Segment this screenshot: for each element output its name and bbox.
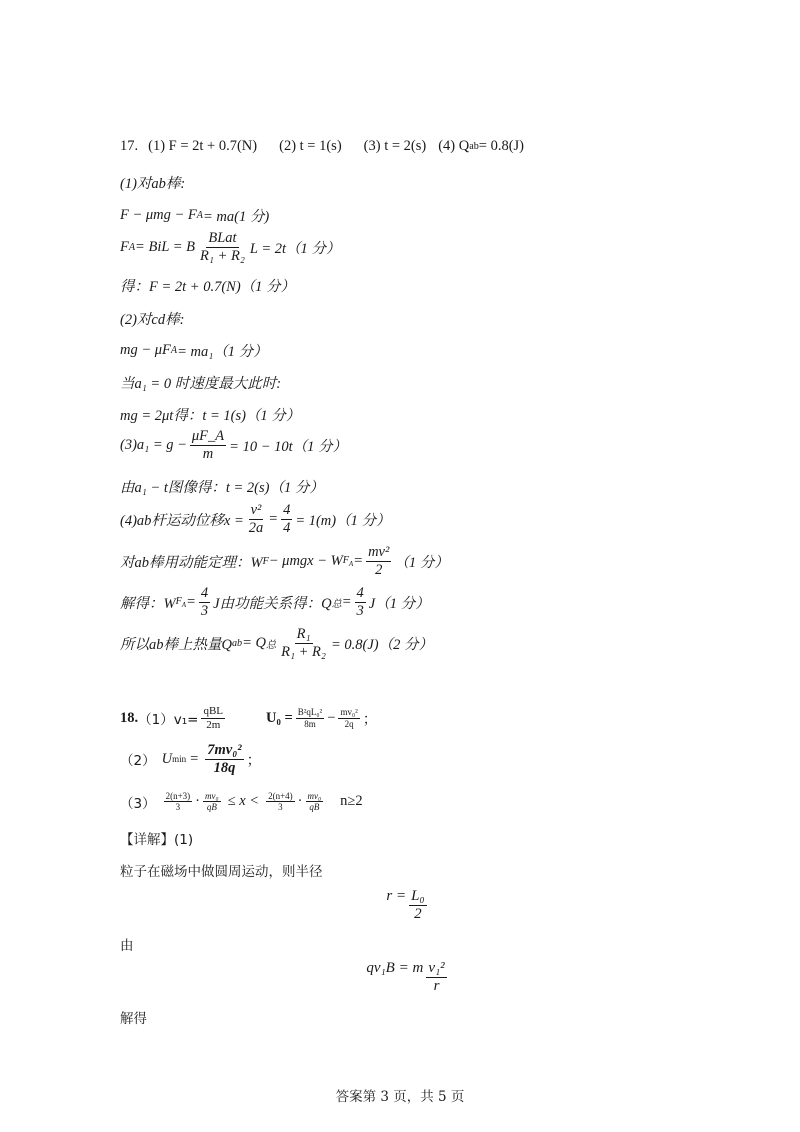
a2-num: 7mv₀² [207, 742, 242, 758]
q17-answer-1: (1) F = 2t + 0.7(N) [148, 138, 258, 154]
equals-sign: = [353, 552, 364, 569]
eq11-num: 4 [200, 585, 209, 601]
you: 由 [120, 938, 134, 954]
eq12-mid: = Q [242, 634, 266, 651]
q17-eq2 [120, 230, 340, 264]
a2-den: 18q [213, 759, 236, 776]
eq3-text: 得：F = 2t + 0.7(N)（1 分） [120, 279, 296, 295]
eq7-start: (3)a₁ = g − [120, 436, 187, 453]
a3-n3: 2(n+4) [268, 791, 293, 801]
q17-answer-2: (2) t = 1(s) [279, 138, 342, 154]
q17-eq8 [120, 476, 324, 497]
eq2-fraction [198, 230, 247, 264]
page-footer: 答案第 3 页，共 5 页 [335, 1089, 465, 1105]
dot-sign-2: · [297, 793, 303, 810]
q17-eq6 [120, 404, 300, 425]
q17-number: 17. [120, 138, 139, 154]
eq5-text: 当a₁ = 0 时速度最大此时: [120, 376, 282, 392]
eq11-fraction-1 [199, 585, 210, 619]
eq9-num1: v² [250, 502, 262, 518]
jiede: 解得 [120, 1011, 147, 1027]
q18-text1 [120, 860, 323, 880]
equals-sign: = [186, 593, 196, 610]
eq12-num: R₁ [296, 626, 311, 642]
a3-d1: 3 [175, 802, 181, 813]
u0-den1: 8m [304, 718, 316, 729]
q17-part1-title [120, 172, 185, 193]
q17-eq12 [120, 626, 433, 660]
eq6-text: mg = 2μt得：t = 1(s)（1 分） [120, 408, 301, 424]
a3-d2: qB [206, 802, 217, 813]
a2-fraction [205, 742, 243, 776]
qab-sub: ab [231, 637, 243, 649]
radius-equation [0, 888, 800, 924]
q17-eq4 [120, 340, 268, 361]
minus-sign: − [327, 709, 336, 726]
eq2-start: F [120, 238, 129, 255]
eq2-den: R₁ + R₂ [200, 247, 245, 264]
eq12-fraction [279, 626, 328, 660]
eq2-end: L = 2t（1 分） [249, 240, 341, 257]
q17-part2-title [120, 308, 184, 329]
r-fraction [409, 888, 427, 924]
eq11-num2: 4 [356, 585, 364, 601]
u0-fraction-1 [296, 707, 325, 729]
a1-num: qBL [203, 705, 223, 717]
q18-number: 18. [120, 709, 139, 726]
eq9-end: = 1(m)（1 分） [295, 512, 391, 529]
q-sub: ab [469, 141, 479, 152]
u0-num2: mv₀² [340, 707, 358, 718]
eq2-sub: A [128, 241, 136, 253]
q18-answer-1 [120, 705, 377, 731]
jiede-text [120, 1007, 147, 1027]
u-label: U [161, 750, 173, 767]
u0-num1: B²qL₀² [297, 707, 323, 718]
eq12-den: R₁ + R₂ [281, 643, 326, 660]
n-condition: n≥2 [340, 793, 363, 810]
q17-answer-3: (3) t = 2(s) [363, 138, 427, 154]
q17-eq5 [120, 372, 281, 393]
eq7-end: = 10 − 10t（1 分） [229, 438, 348, 455]
part2-title-text: (2)对cd棒: [120, 312, 185, 328]
q17-eq3 [120, 275, 295, 296]
a3-fraction-2 [203, 791, 221, 813]
eq1-text: F − μmg − F [120, 207, 197, 223]
a3-label: （3） [120, 795, 156, 812]
eq7-den: m [202, 445, 214, 462]
zong-sub-2: 总 [266, 639, 277, 651]
eq10-den: 2 [375, 561, 383, 578]
eq1-sub: A [196, 210, 203, 221]
eq9-start: (4)ab杆运动位移x = [120, 512, 244, 529]
eq10-fraction [366, 544, 391, 578]
q17-eq7 [120, 428, 347, 462]
eq11-end: J（1 分） [368, 595, 430, 612]
eq9-fraction-2 [281, 502, 292, 536]
a3-n4: mv₀ [307, 791, 322, 801]
eq7-fraction [190, 428, 226, 462]
force-fraction [426, 960, 446, 996]
eq9-fraction-1 [247, 502, 266, 536]
detail-text: 【详解】(1) [120, 832, 194, 848]
eq11-start: 解得：W [120, 595, 176, 612]
q17-eq10 [120, 544, 449, 578]
q17-eq1 [120, 205, 269, 226]
eq8-text: 由a₁ − t图像得：t = 2(s)（1 分） [120, 480, 324, 496]
eq2-num: BLat [208, 230, 237, 246]
eq10-start: 对ab棒用动能定理：W [120, 554, 263, 571]
inequality: ≤ x < [227, 793, 260, 810]
q17-answer-4-value: = 0.8(J) [478, 138, 525, 154]
r-eq: r = [386, 888, 407, 904]
q18-answer-2 [120, 742, 261, 776]
u0-den2: 2q [344, 718, 354, 729]
eq12-end: = 0.8(J)（2 分） [330, 636, 433, 653]
equals-sign: = [268, 510, 279, 527]
eq10-mid: − μmgx − W [268, 552, 343, 569]
equals-sign: = [190, 750, 199, 767]
force-equation [0, 960, 800, 996]
q17-answer-summary [120, 138, 524, 155]
eq1-end: = ma(1 分) [202, 209, 270, 225]
zong-sub: 总 [331, 598, 342, 610]
eq12-start: 所以ab棒上热量Q [120, 636, 232, 653]
a3-n1: 2(n+3) [165, 791, 191, 801]
a3-n2: mv₀ [205, 791, 219, 801]
eq11-mid: J由功能关系得：Q [213, 595, 332, 612]
min-sub: min [172, 754, 187, 765]
text1: 粒子在磁场中做圆周运动，则半径 [120, 864, 323, 880]
a3-fraction-1 [164, 791, 193, 813]
you-text [120, 934, 134, 954]
eq4-start: mg − μF [120, 342, 171, 358]
eq9-den1: 2a [248, 519, 264, 536]
a1-den: 2m [206, 718, 221, 731]
q17-eq9 [120, 502, 390, 536]
u0-fraction-2 [338, 707, 359, 729]
r-den: 2 [414, 906, 422, 923]
eq4-end: = ma₁（1 分） [177, 344, 268, 360]
r-num: L₀ [409, 888, 427, 906]
a2-end: ； [246, 752, 262, 769]
a3-d4: qB [309, 802, 320, 813]
eq11-fraction-2 [355, 585, 366, 619]
wfa-sub: $F_A$ [175, 595, 187, 609]
eq4-sub: A [170, 345, 178, 356]
detail-header [120, 828, 193, 848]
dot-sign: · [195, 793, 201, 810]
a2-label: （2） [120, 753, 156, 770]
q18-answer-3 [120, 791, 363, 813]
eq2-mid: = BiL = B [135, 238, 196, 255]
wfa-sub: $F_A$ [342, 554, 354, 568]
a3-fraction-4 [306, 791, 324, 813]
eq10-end: （1 分） [394, 554, 449, 571]
q18-a1-label: （1）v₁= [138, 712, 199, 729]
part1-title-text: (1)对ab棒: [120, 176, 186, 192]
force-num: v₁² [426, 960, 446, 978]
eq10-num: mv² [368, 544, 390, 560]
q18-a1-fraction [201, 705, 225, 731]
force-den: r [433, 978, 440, 995]
eq9-num2: 4 [283, 502, 291, 518]
a3-d3: 3 [278, 802, 283, 813]
wf-sub: F [262, 555, 269, 567]
eq11-den: 3 [200, 602, 209, 619]
equals-sign: = [341, 593, 352, 610]
eq7-num: μF_A [191, 428, 225, 444]
q17-answer-4: (4) Q [438, 138, 470, 154]
force-eq: qv₁B = m [366, 960, 424, 976]
a1-end: ； [362, 711, 378, 728]
eq9-den2: 4 [283, 519, 291, 536]
a3-fraction-3 [266, 791, 295, 813]
eq11-den2: 3 [356, 602, 364, 619]
q17-eq11 [120, 585, 430, 619]
u0-label: U₀ = [266, 709, 293, 726]
